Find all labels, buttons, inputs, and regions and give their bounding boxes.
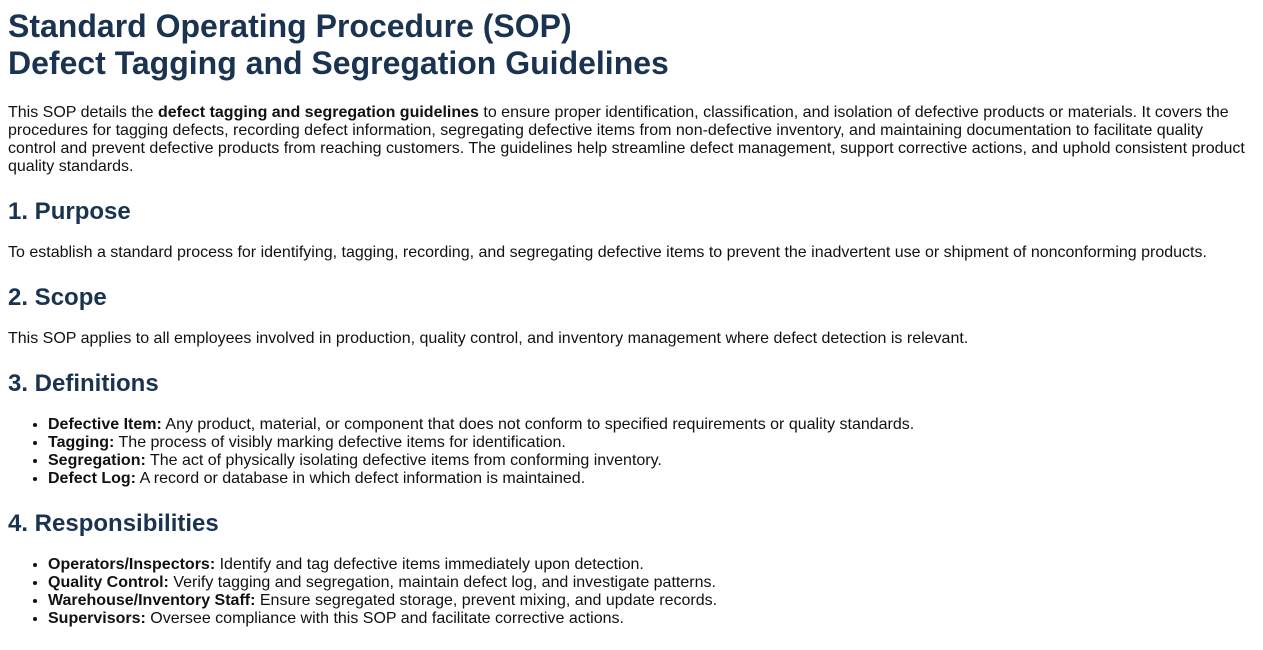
responsibility-role: Warehouse/Inventory Staff: [48,592,256,609]
list-item [48,434,1255,452]
list-item [48,416,1255,434]
list-item [48,574,1255,592]
list-item [48,592,1255,610]
responsibilities-heading: 4. Responsibilities [8,510,219,537]
list-item [48,556,1255,574]
list-item [48,452,1255,470]
list-item [48,610,1255,628]
responsibilities-list [8,556,1255,628]
responsibility-desc: Identify and tag defective items immediately upon detection. [215,556,644,573]
responsibility-role: Operators/Inspectors: [48,556,216,573]
intro-text-after: to ensure proper identification, classification, and isolation of defective products or materials. It covers the procedures for tagging defects, recording defect information, segregating defective items from non-defective inventory, and maintaining documentation to facilitate quality control and prevent defective products from reaching customers. The guidelines help streamline defect management, support corrective actions, and uphold consistent product quality standards. [8,104,1245,175]
definitions-list [8,416,1255,488]
responsibility-desc: Ensure segregated storage, prevent mixing, and update records. [255,592,718,609]
definition-term: Defective Item: [48,416,162,433]
intro-paragraph [8,104,1255,176]
purpose-text: To establish a standard process for identifying, tagging, recording, and segregating defective items to prevent the inadvertent use or shipment of nonconforming products. [8,244,1207,261]
purpose-heading: 1. Purpose [8,198,131,225]
responsibility-desc: Oversee compliance with this SOP and facilitate corrective actions. [145,610,624,627]
document-title [8,8,1255,82]
definition-desc: A record or database in which defect information is maintained. [136,470,586,487]
definition-term: Tagging: [48,434,115,451]
responsibility-desc: Verify tagging and segregation, maintain defect log, and investigate patterns. [168,574,716,591]
intro-text-bold: defect tagging and segregation guidelines [158,104,479,121]
responsibility-role: Supervisors: [48,610,146,627]
title-line-2: Defect Tagging and Segregation Guidelines [8,45,669,81]
definition-desc: The process of visibly marking defective items for identification. [114,434,566,451]
scope-heading: 2. Scope [8,284,107,311]
definition-term: Defect Log: [48,470,136,487]
title-line-1: Standard Operating Procedure (SOP) [8,8,572,44]
definition-desc: Any product, material, or component that does not conform to specified requirements or quality standards. [161,416,915,433]
list-item [48,470,1255,488]
definition-term: Segregation: [48,452,146,469]
scope-text: This SOP applies to all employees involved in production, quality control, and inventory management where defect detection is relevant. [8,330,969,347]
intro-text-before: This SOP details the [8,104,158,121]
definition-desc: The act of physically isolating defective items from conforming inventory. [145,452,662,469]
responsibility-role: Quality Control: [48,574,169,591]
definitions-heading: 3. Definitions [8,370,159,397]
